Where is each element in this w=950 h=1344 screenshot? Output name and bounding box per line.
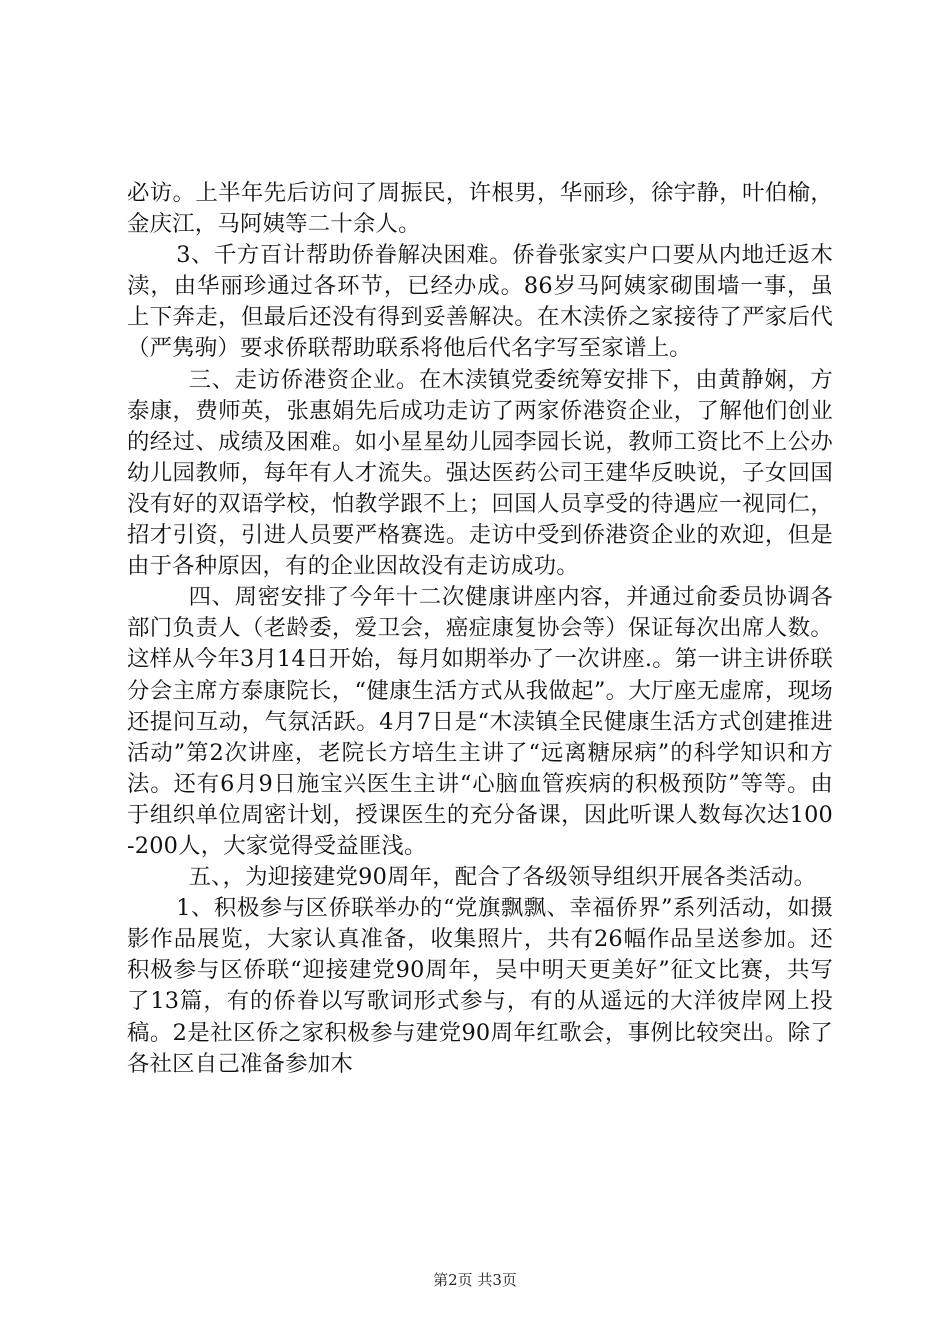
paragraph-party-anniversary: 五、，为迎接建党90周年，配合了各级领导组织开展各类活动。 <box>188 864 817 891</box>
paragraph-visit-list: 必访。上半年先后访问了周振民，许根男，华丽珍，徐宇静，叶伯榆，金庆江，马阿姨等二十余人。 <box>127 180 833 238</box>
paragraph-help-families: 3、千方百计帮助侨眷解决困难。侨眷张家实户口要从内地迁返木渎，由华丽珍通过各环节，已经办成。86岁马阿姨家砌围墙一事，虽上下奔走，但最后还没有得到妥善解决。在木渎侨之家接待了严家后代（严隽驹）要求侨联帮助联系将他后代名字写至家谱上。 <box>127 242 833 362</box>
paragraph-health-lectures: 四、周密安排了今年十二次健康讲座内容，并通过俞委员协调各部门负责人（老龄委，爱卫会，癌症康复协会等）保证每次出席人数。这样从今年3月14日开始，每月如期举办了一次讲座.。第一讲主讲侨联分会主席方泰康院长，“健康生活方式从我做起”。大厅座无虚席，现场还提问互动，气氛活跃。4月7日是“木渎镇全民健康生活方式创建推进活动”第2次讲座，老院长方培生主讲了“远离糖尿病”的科学知识和方法。还有6月9日施宝兴医生主讲“心脑血管疾病的积极预防”等等。由于组织单位周密计划，授课医生的充分备课，因此听课人数每次达100-200人，大家觉得受益匪浅。 <box>127 584 833 859</box>
paragraph-activities: 1、积极参与区侨联举办的“党旗飘飘、幸福侨界”系列活动，如摄影作品展览，大家认真准备，收集照片，共有26幅作品呈送参加。还积极参与区侨联“迎接建党90周年，吴中明天更美好”征文比赛，共写了13篇，有的侨眷以写歌词形式参与，有的从遥远的大洋彼岸网上投稿。2是社区侨之家积极参与建党90周年红歌会，事例比较突出。除了各社区自己准备参加木 <box>127 895 833 1077</box>
document-body <box>127 178 833 1080</box>
paragraph-enterprise-visits: 三、走访侨港资企业。在木渎镇党委统筹安排下，由黄静娴，方泰康，费师英，张惠娟先后成功走访了两家侨港资企业，了解他们创业的经过、成绩及困难。如小星星幼儿园李园长说，教师工资比不上公办幼儿园教师，每年有人才流失。强达医药公司王建华反映说，子女回国没有好的双语学校，怕教学跟不上；回国人员享受的待遇应一视同仁，招才引资，引进人员要严格赛选。走访中受到侨港资企业的欢迎，但是由于各种原因，有的企业因故没有走访成功。 <box>127 366 833 580</box>
page-number-footer: 第2页 共3页 <box>433 1271 517 1289</box>
